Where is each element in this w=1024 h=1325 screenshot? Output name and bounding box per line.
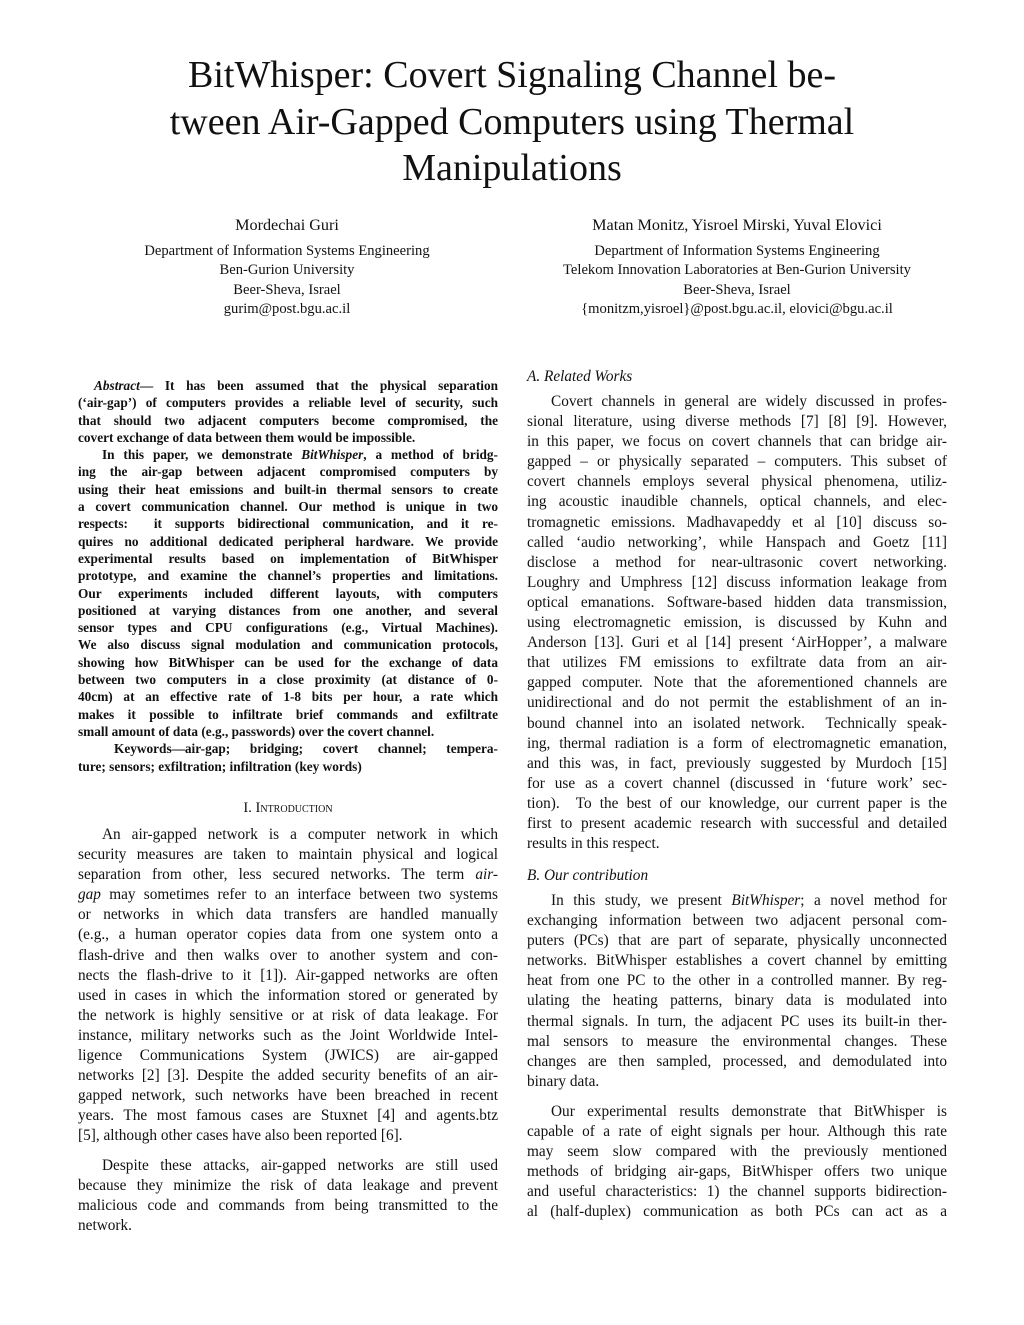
text-line: sensor types and CPU configurations (e.g., Virtual Machines). [78,620,498,636]
text-line: malicious code and commands from being transmitted to the [78,1196,498,1214]
paragraph [78,825,498,1147]
text-line: tromagnetic emissions. Madhavapeddy et al [10] discuss so- [527,513,947,531]
text-line: showing how BitWhisper can be used for the exchange of data [78,654,498,670]
text-segment: In this paper, we demonstrate [102,447,302,463]
text-line: changes are then sampled, processed, and demodulated into [527,1052,947,1070]
text-line: We also discuss signal modulation and communication protocols, [78,637,498,653]
text-segment: In this study, we present [551,892,732,909]
emphasis-text: Abstract [94,378,140,393]
paragraph [78,740,498,775]
affiliation-line: Beer-Sheva, Israel [233,281,341,298]
author-block [67,215,507,319]
text-line: tion). To the best of our knowledge, our current paper is the [527,794,947,812]
text-line [78,377,498,394]
text-line: ulating the heating patterns, binary data is modulated into [527,992,947,1010]
text-line: a covert communication channel. Our method is unique in two [78,499,498,515]
text-line: An air-gapped network is a computer network in which [102,826,498,843]
text-line: mal sensors to measure the environmental changes. These [527,1032,947,1050]
text-line: networks [2] [3]. Despite the added security benefits of an air- [78,1067,498,1085]
text-segment: may sometimes refer to an interface between two systems [100,886,498,904]
text-line: binary data. [527,1072,600,1090]
text-line: gapped – or physically separated – computers. This subset of [527,453,947,471]
title-line: BitWhisper: Covert Signaling Channel be- [187,54,836,96]
text-line: flash-drive and then walks over to another system and con- [78,946,498,964]
text-line: that utilizes FM emissions to exfiltrate data from an air- [527,654,947,672]
emphasis-text: BitWhisper [731,892,801,909]
introduction-text [78,825,498,1236]
text-line: Covert channels in general are widely discussed in profes- [551,393,947,410]
affiliation-line: Department of Information Systems Engineering [144,243,430,259]
text-line: bound channel into an isolated network. Technically speak- [527,714,947,732]
text-line: ligence Communications System (JWICS) are air-gapped [78,1047,498,1065]
text-line: years. The most famous cases are Stuxnet [4] and agents.btz [78,1107,498,1125]
text-line [78,446,498,463]
text-line: puters (PCs) that are part of separate, physically unconnected [527,932,947,950]
section-number: I. [243,800,256,816]
text-line: ing the air-gap between adjacent compromised computers by [78,464,498,480]
text-line: may seem slow compared with the previously mentioned [527,1143,947,1161]
text-line: methods of bridging air-gaps, BitWhisper offers two unique [527,1163,947,1181]
emphasis-text: BitWhisper [301,447,364,463]
related-works-text [527,392,947,854]
text-line: Anderson [13]. Guri et al [14] present ‘AirHopper’, a malware [527,634,947,652]
text-line: security measures are taken to maintain physical and logical [78,846,498,864]
text-line: disclose a method for near-ultrasonic covert networking. [527,553,947,571]
text-line: makes it possible to infiltrate brief commands and exfiltrate [78,706,498,722]
text-line: (‘air-gap’) of computers provides a reliable level of security, such [78,395,498,411]
text-segment: — It has been assumed that the physical separation [139,378,498,393]
text-line: ing acoustic inaudible channels, optical channels, and elec- [527,493,947,511]
subsection-heading-contribution: B. Our contribution [527,867,649,884]
text-line: gapped network, such networks have been breached in recent [78,1087,498,1105]
text-line: experimental results based on implementation of BitWhisper [78,550,498,566]
author-email: gurim@post.bgu.ac.il [223,300,351,317]
affiliation-line: Telekom Innovation Laboratories at Ben-Gurion University [563,262,911,279]
text-line: for use as a covert channel (discussed in ‘future work’ sec- [527,774,947,792]
text-line [78,885,498,905]
text-line: ture; sensors; exfiltration; infiltration (key words) [78,758,362,774]
text-line: quires no additional dedicated peripheral hardware. We provide [78,533,498,549]
text-line: first to present academic research with successful and detailed [527,814,947,832]
text-line: used in cases in which the information stored or generated by [78,986,498,1004]
text-line: [5], although other cases have also been reported [6]. [78,1127,403,1145]
text-line: ing, thermal radiation is a form of electromagnetic emanation, [527,734,947,752]
text-line [78,865,498,885]
contribution-text [527,891,947,1223]
text-line: 40cm) at an effective rate of 1-8 bits per hour, a rate which [78,689,498,705]
text-line: prototype, and examine the channel’s properties and limitations. [78,568,498,584]
section-heading-introduction [78,800,498,817]
text-line: small amount of data (e.g., passwords) over the covert channel. [78,723,435,739]
text-segment: , a method of bridg- [363,447,498,463]
text-line: optical emanations. Software-based hidden data transmission, [527,593,947,611]
paragraph [527,891,947,1092]
author-email: {monitzm,yisroel}@post.bgu.ac.il, elovici@bgu.ac.il [581,300,893,317]
text-line: nects the flash-drive to it [1]). Air-gapped networks are often [78,966,498,984]
paragraph [78,377,498,446]
text-line: network. [78,1216,132,1234]
text-segment: separation from other, less secured networks. The term [78,866,476,884]
emphasis-text: air- [475,866,498,884]
paragraph [527,1102,947,1223]
title-line: Manipulations [402,147,622,189]
text-line: thermal signals. In turn, the adjacent PC uses its built-in ther- [527,1012,947,1030]
author-name: Matan Monitz, Yisroel Mirski, Yuval Elovici [592,216,882,234]
text-line: instance, military networks such as the Joint Worldwide Intel- [78,1026,498,1044]
text-line [527,891,947,911]
paragraph [527,392,947,854]
author-block [517,215,957,319]
text-line: heat from one PC to the other in a controlled manner. By reg- [527,972,947,990]
text-line: because they minimize the risk of data leakage and prevent [78,1176,498,1194]
affiliation-line: Beer-Sheva, Israel [683,281,791,298]
title-line: tween Air-Gapped Computers using Thermal [169,100,855,143]
text-line: (e.g., a human operator copies data from one system onto a [78,926,498,944]
text-line: exchanging information between two adjacent personal com- [527,912,947,930]
text-line: Keywords—air-gap; bridging; covert channel; tempera- [114,741,498,757]
paragraph [78,446,498,740]
text-line: covert channels employs several physical phenomena, utiliz- [527,473,947,491]
text-line: between two computers in a close proximity (at distance of 0- [78,672,498,688]
abstract [78,377,498,775]
text-line: results in this respect. [527,835,660,853]
subsection-heading-related-works: A. Related Works [527,368,633,385]
text-line: the network is highly sensitive or at risk of data leakage. For [78,1006,498,1024]
text-line: Our experiments included different layouts, with computers [78,585,498,601]
text-line: called ‘audio networking’, while Hanspach and Goetz [11] [527,533,947,551]
text-line: al (half-duplex) communication as both PCs can act as a [527,1203,947,1221]
text-line: respects: it supports bidirectional communication, and it re- [78,516,498,532]
text-line: and useful characteristics: 1) the channel supports bidirection- [527,1183,947,1201]
section-title: Introduction [255,800,333,816]
text-line: or networks in which data transfers are handled manually [78,906,498,924]
text-segment: ; a novel method for [800,892,947,909]
text-line: networks. BitWhisper establishes a covert channel by emitting [527,952,947,970]
text-line: in this paper, we focus on covert channels that can bridge air- [527,433,947,451]
author-name: Mordechai Guri [235,216,339,234]
text-line: Loughry and Umphress [12] discuss information leakage from [527,573,947,591]
text-line: Our experimental results demonstrate that BitWhisper is [551,1102,947,1120]
text-line: and this was, in fact, previously suggested by Murdoch [15] [527,754,947,772]
paper-title [0,52,1024,192]
text-line: Despite these attacks, air-gapped networks are still used [102,1156,498,1174]
text-line: that should two adjacent computers become compromised, the [78,412,498,428]
affiliation-line: Ben-Gurion University [219,262,355,279]
text-line: sional literature, using diverse methods [7] [8] [9]. However, [527,413,947,431]
text-line: unidirectional and do not permit the establishment of an in- [527,694,947,712]
text-line: covert exchange of data between them would be impossible. [78,429,416,445]
text-line: gapped computer. Note that the aforementioned channels are [527,674,947,692]
paragraph [78,1156,498,1236]
text-line: using their heat emissions and built-in thermal sensors to create [78,481,498,497]
affiliation-line: Department of Information Systems Engineering [594,243,880,259]
text-line: capable of a rate of eight signals per hour. Although this rate [527,1123,947,1141]
emphasis-text: gap [78,886,101,904]
text-line: using electromagnetic emission, is discussed by Kuhn and [527,614,947,632]
text-line: positioned at varying distances from one another, and several [78,602,498,618]
